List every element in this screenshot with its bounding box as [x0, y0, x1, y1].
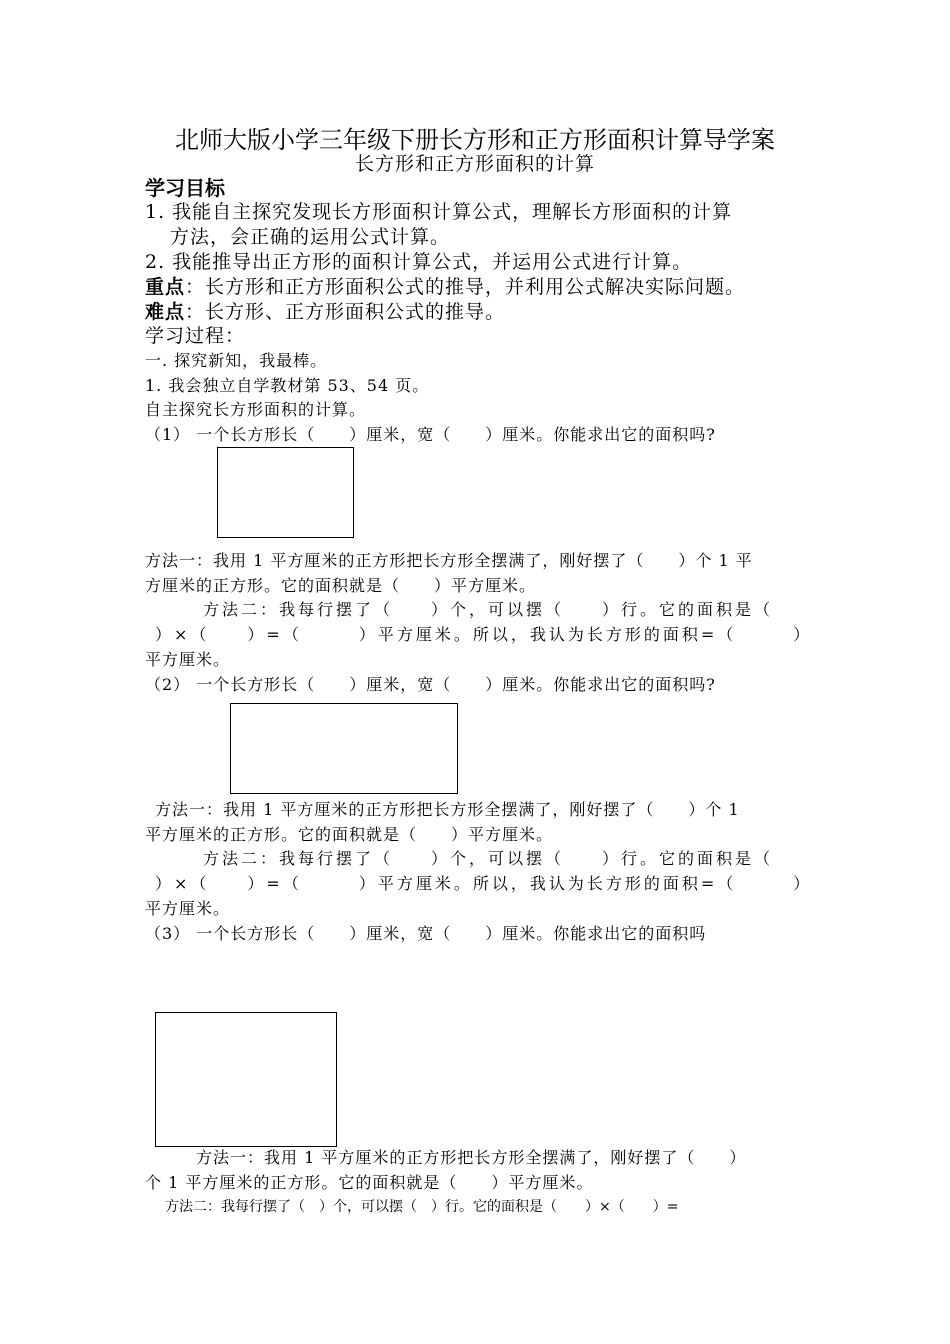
- q3-method-2-line-1: 方法二：我每行摆了（ ）个，可以摆（ ）行。它的面积是（ ）×（ ）=: [165, 1199, 679, 1215]
- rectangle-figure-2: [230, 703, 458, 794]
- q2-method-1-line-1: 方法一：我用 1 平方厘米的正方形把长方形全摆满了，刚好摆了（ ）个 1: [155, 800, 740, 819]
- rectangle-figure-3: [155, 1012, 337, 1147]
- difficulty-text: ：长方形、正方形面积公式的推导。: [185, 301, 506, 323]
- step-1: 1. 我会独立自学教材第 53、54 页。: [145, 376, 430, 395]
- q1-method-2-line-1: 方法二：我每行摆了（ ）个，可以摆（ ）行。它的面积是（: [203, 600, 774, 619]
- q3-method-1-line-2: 个 1 平方厘米的正方形。它的面积就是（ ）平方厘米。: [145, 1173, 594, 1192]
- question-2: （2） 一个长方形长（ ）厘米，宽（ ）厘米。你能求出它的面积吗?: [145, 675, 716, 694]
- q1-method-1-line-2: 方厘米的正方形。它的面积就是（ ）平方厘米。: [145, 576, 537, 595]
- key-point: [145, 278, 745, 297]
- rectangle-figure-1: [217, 447, 354, 538]
- q1-method-2-line-3: 平方厘米。: [145, 650, 231, 669]
- question-1: （1） 一个长方形长（ ）厘米，宽（ ）厘米。你能求出它的面积吗?: [145, 425, 716, 444]
- key-point-label: 重点: [145, 276, 186, 298]
- q2-method-1-line-2: 平方厘米的正方形。它的面积就是（ ）平方厘米。: [145, 825, 554, 844]
- page-title: 北师大版小学三年级下册长方形和正方形面积计算导学案: [175, 126, 775, 154]
- goal-item-1-line-2: 方法，会正确的运用公式计算。: [170, 226, 451, 248]
- q3-method-1-line-1: 方法一：我用 1 平方厘米的正方形把长方形全摆满了，刚好摆了（ ）: [196, 1148, 747, 1167]
- difficulty-label: 难点: [145, 301, 186, 323]
- key-point-text: ：长方形和正方形面积公式的推导，并利用公式解决实际问题。: [185, 276, 746, 298]
- q2-method-2-line-2: ）×（ ）=（ ）平方厘米。所以，我认为长方形的面积=（ ）: [155, 874, 813, 893]
- q2-method-2-line-1: 方法二：我每行摆了（ ）个，可以摆（ ）行。它的面积是（: [203, 849, 774, 868]
- explore-label: 自主探究长方形面积的计算。: [145, 400, 367, 419]
- question-3: （3） 一个长方形长（ ）厘米，宽（ ）厘米。你能求出它的面积吗: [145, 924, 707, 943]
- page-subtitle: 长方形和正方形面积的计算: [354, 153, 595, 175]
- q1-method-1-line-1: 方法一：我用 1 平方厘米的正方形把长方形全摆满了，刚好摆了（ ）个 1 平: [145, 551, 753, 570]
- q2-method-2-line-3: 平方厘米。: [145, 899, 231, 918]
- goal-item-1-line-1: 1. 我能自主探究发现长方形面积计算公式，理解长方形面积的计算: [145, 201, 733, 223]
- goal-item-2: 2. 我能推导出正方形的面积计算公式，并运用公式进行计算。: [145, 251, 693, 273]
- part-1-heading: 一. 探究新知，我最棒。: [145, 351, 328, 370]
- goals-heading: 学习目标: [145, 176, 225, 200]
- process-heading: 学习过程：: [145, 325, 246, 347]
- difficulty-point: [145, 303, 505, 322]
- q1-method-2-line-2: ）×（ ）=（ ）平方厘米。所以，我认为长方形的面积=（ ）: [155, 625, 813, 644]
